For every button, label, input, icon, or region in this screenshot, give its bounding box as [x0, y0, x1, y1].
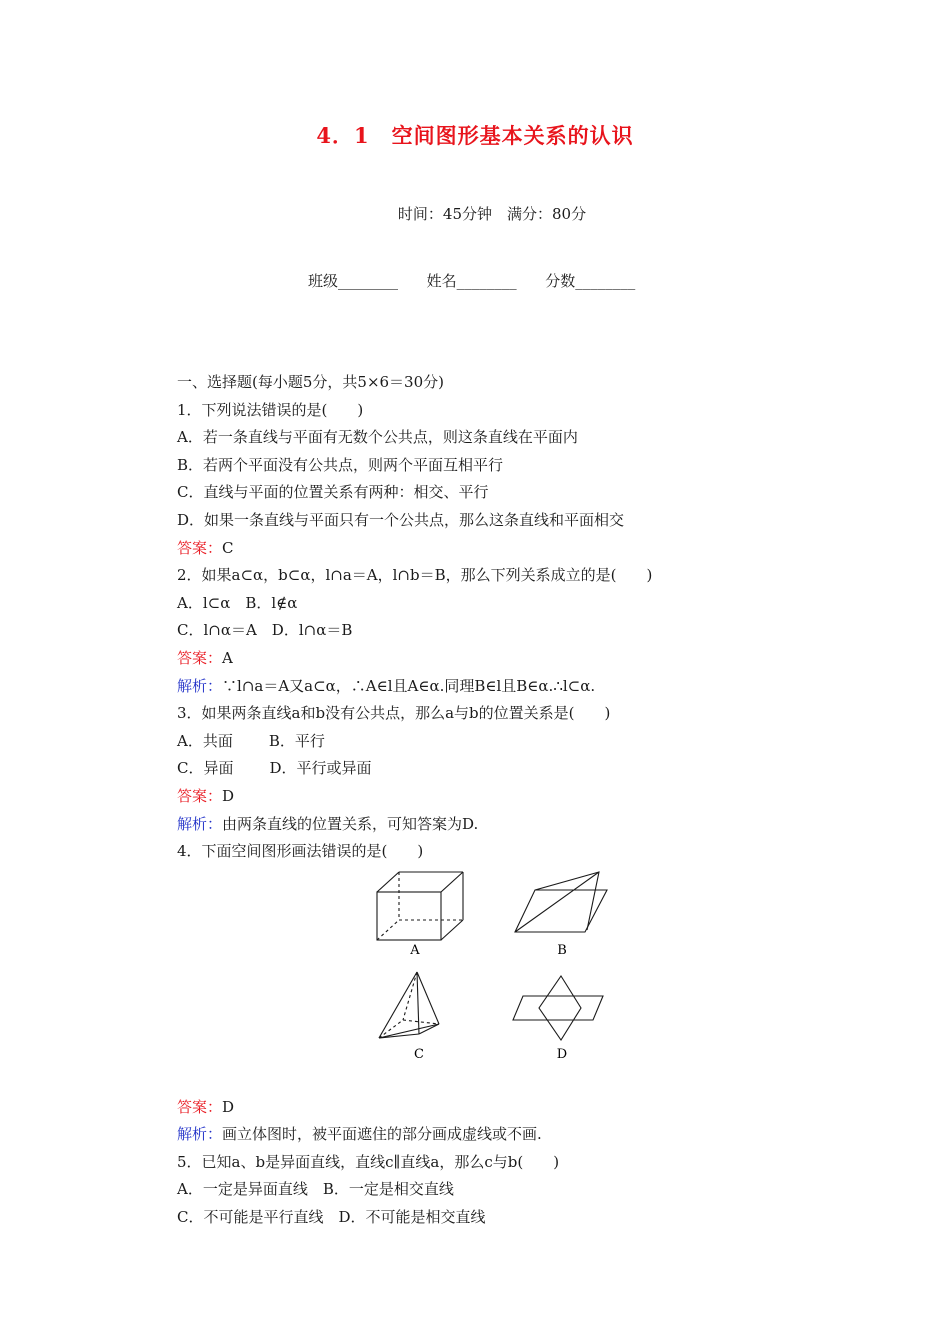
q2-answer	[177, 645, 797, 673]
figure-d-planes	[513, 976, 603, 1040]
q3-option-d: D．平行或异面	[269, 759, 372, 778]
score-field[interactable]: 分数________	[545, 272, 636, 290]
answer-label: 答案：	[177, 786, 223, 805]
q2-options-ab: A．l⊂α B．l∉α	[177, 593, 298, 612]
q3-options-ab	[177, 728, 797, 756]
figure-d-label: D	[556, 1046, 568, 1062]
figure-c-label: C	[414, 1046, 424, 1062]
q1-option-a: A．若一条直线与平面有无数个公共点，则这条直线在平面内	[177, 428, 578, 447]
question-list	[177, 369, 797, 1232]
q4-stem: 4．下面空间图形画法错误的是( )	[177, 842, 424, 861]
figure-a-label: A	[410, 942, 420, 958]
figure-b-label: B	[557, 942, 567, 958]
q2-options-cd: C．l∩α＝A D．l∩α＝B	[177, 621, 353, 640]
analysis-label: 解析：	[177, 676, 223, 695]
q3-stem: 3．如果两条直线a和b没有公共点，那么a与b的位置关系是( )	[177, 704, 611, 723]
q5-options-ab: A．一定是异面直线 B．一定是相交直线	[177, 1180, 454, 1199]
q1-stem: 1．下列说法错误的是( )	[177, 400, 364, 419]
page-title: 4．1 空间图形基本关系的认识	[316, 123, 634, 148]
student-fields	[308, 270, 635, 291]
q4-answer	[177, 1094, 797, 1122]
q4-analysis	[177, 1121, 797, 1149]
figure-c-tetrahedron	[379, 972, 439, 1038]
q1-answer	[177, 535, 797, 563]
answer-label: 答案：	[177, 538, 223, 557]
q5-stem: 5．已知a、b是异面直线，直线c∥直线a，那么c与b( )	[177, 1152, 560, 1171]
q3-answer	[177, 783, 797, 811]
answer-label: 答案：	[177, 648, 223, 667]
exam-meta: 时间：45分钟 满分：80分	[397, 205, 587, 223]
class-field[interactable]: 班级________	[308, 272, 399, 290]
analysis-text: 画立体图时，被平面遮住的部分画成虚线或不画.	[222, 1125, 542, 1144]
q1-option-c: C．直线与平面的位置关系有两种：相交、平行	[177, 483, 489, 502]
q4-figures	[177, 866, 797, 1094]
answer-label: 答案：	[177, 1097, 223, 1116]
q2-analysis	[177, 673, 797, 701]
q3-option-a: A．共面	[177, 731, 233, 750]
analysis-label: 解析：	[177, 1125, 223, 1144]
answer-value: C	[222, 538, 234, 557]
figure-b-planes	[515, 872, 607, 932]
q2-stem: 2．如果a⊂α，b⊂α，l∩a＝A，l∩b＝B，那么下列关系成立的是( )	[177, 566, 653, 585]
q4-figure-svg	[367, 868, 617, 1092]
analysis-text: 由两条直线的位置关系，可知答案为D.	[222, 814, 479, 833]
section-heading: 一、选择题(每小题5分，共5×6＝30分)	[177, 373, 444, 391]
analysis-label: 解析：	[177, 814, 223, 833]
q3-analysis	[177, 811, 797, 839]
name-field[interactable]: 姓名________	[426, 272, 517, 290]
q1-option-b: B．若两个平面没有公共点，则两个平面互相平行	[177, 455, 504, 474]
answer-value: A	[222, 648, 233, 667]
q1-option-d: D．如果一条直线与平面只有一个公共点，那么这条直线和平面相交	[177, 510, 625, 529]
answer-value: D	[222, 786, 235, 805]
q3-options-cd	[177, 755, 797, 783]
q5-options-cd: C．不可能是平行直线 D．不可能是相交直线	[177, 1208, 486, 1227]
analysis-text: ∵l∩a＝A又a⊂α，∴A∈l且A∈α.同理B∈l且B∈α.∴l⊂α.	[222, 676, 596, 695]
q3-option-b: B．平行	[268, 731, 325, 750]
answer-value: D	[222, 1097, 235, 1116]
figure-a-cube	[377, 872, 463, 940]
q3-option-c: C．异面	[177, 759, 234, 778]
